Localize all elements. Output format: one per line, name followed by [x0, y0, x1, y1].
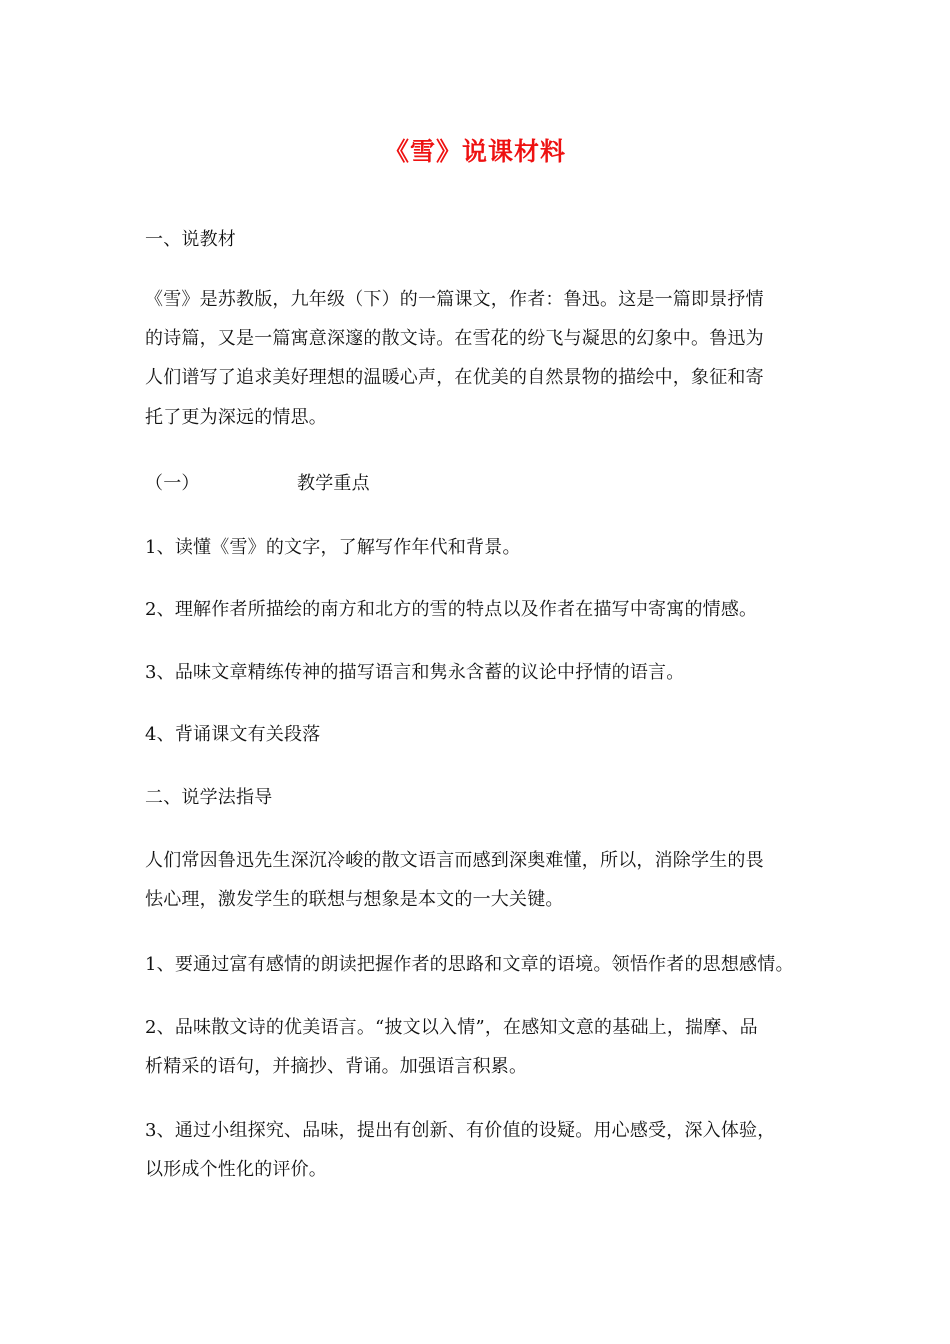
subsection-number: （一） — [145, 473, 200, 494]
list-item: 2、理解作者所描绘的南方和北方的雪的特点以及作者在描写中寄寓的情感。 — [145, 599, 758, 620]
list-item-continuation: 以形成个性化的评价。 — [145, 1159, 327, 1180]
paragraph-line: 的诗篇，又是一篇寓意深邃的散文诗。在雪花的纷飞与凝思的幻象中。鲁迅为 — [145, 328, 764, 349]
list-item: 1、要通过富有感情的朗读把握作者的思路和文章的语境。领悟作者的思想感情。 — [145, 954, 794, 975]
section-heading-textbook: 一、说教材 — [145, 229, 236, 250]
list-item: 4、背诵课文有关段落 — [145, 724, 321, 745]
subsection-heading — [145, 472, 370, 496]
list-item: 3、品味文章精练传神的描写语言和隽永含蓄的议论中抒情的语言。 — [145, 662, 685, 683]
paragraph-line: 人们谱写了追求美好理想的温暖心声，在优美的自然景物的描绘中，象征和寄 — [145, 367, 764, 388]
paragraph-line: 托了更为深远的情思。 — [145, 407, 327, 428]
section-heading-study-method: 二、说学法指导 — [145, 787, 273, 808]
subsection-title: 教学重点 — [297, 473, 370, 494]
paragraph-line: 人们常因鲁迅先生深沉冷峻的散文语言而感到深奥难懂，所以，消除学生的畏 — [145, 850, 764, 871]
list-item-continuation: 析精采的语句，并摘抄、背诵。加强语言积累。 — [145, 1056, 528, 1077]
paragraph-line: 《雪》是苏教版，九年级（下）的一篇课文，作者：鲁迅。这是一篇即景抒情 — [145, 289, 764, 310]
paragraph-line: 怯心理，激发学生的联想与想象是本文的一大关键。 — [145, 889, 564, 910]
list-item: 3、通过小组探究、品味，提出有创新、有价值的设疑。用心感受，深入体验， — [145, 1120, 776, 1141]
list-item: 1、读懂《雪》的文字，了解写作年代和背景。 — [145, 537, 521, 558]
list-item: 2、品味散文诗的优美语言。“披文以入情”，在感知文意的基础上，揣摩、品 — [145, 1017, 758, 1038]
page-title: 《雪》说课材料 — [383, 137, 566, 166]
